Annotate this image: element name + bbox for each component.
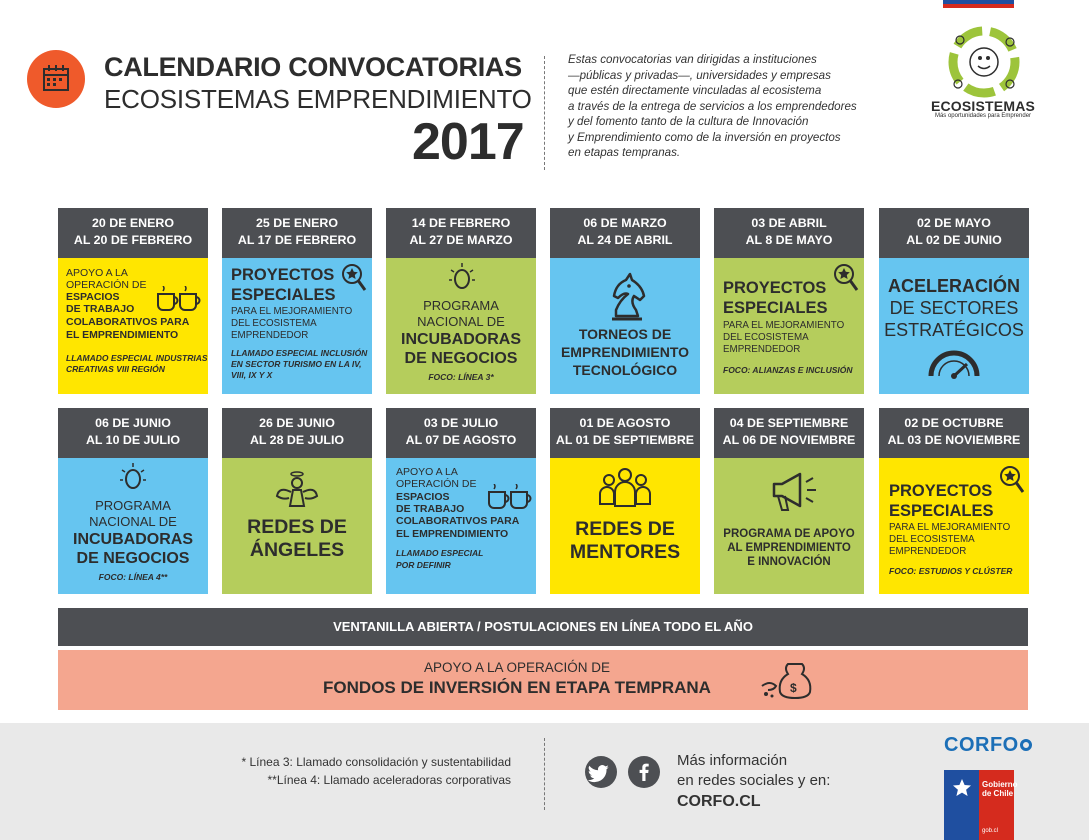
chess-knight-icon	[602, 268, 648, 322]
page-title: CALENDARIO CONVOCATORIAS	[104, 52, 522, 82]
call-body: REDES DE ÁNGELES	[222, 458, 372, 594]
call-body: PROGRAMA NACIONAL DE INCUBADORAS DE NEGOCIOS FOCO: LÍNEA 4**	[58, 458, 208, 594]
call-card-incubadoras-1	[386, 208, 536, 394]
magnifier-star-icon	[340, 262, 368, 294]
call-card-proyectos-especiales-1	[222, 208, 372, 394]
call-card-torneos	[550, 208, 700, 394]
more-info-line2: en redes sociales y en:	[677, 772, 831, 789]
speedometer-icon	[927, 344, 981, 380]
ventanilla-abierta-bar: VENTANILLA ABIERTA / POSTULACIONES EN LÍNEA TODO EL AÑO	[58, 608, 1028, 646]
corfo-site-link[interactable]: CORFO.CL	[677, 793, 761, 810]
twitter-icon[interactable]	[585, 756, 617, 788]
svg-text:$: $	[790, 681, 797, 695]
call-date: 06 DE JUNIO AL 10 DE JULIO	[58, 408, 208, 458]
call-date: 02 DE OCTUBRE AL 03 DE NOVIEMBRE	[879, 408, 1029, 458]
call-card-redes-mentores	[550, 408, 700, 594]
call-card-proyectos-especiales-3	[879, 408, 1029, 594]
ecosistemas-logo-tagline: Más oportunidades para Emprender	[934, 113, 1032, 119]
call-date: 03 DE ABRIL AL 8 DE MAYO	[714, 208, 864, 258]
call-date: 02 DE MAYO AL 02 DE JUNIO	[879, 208, 1029, 258]
gobierno-de-chile-logo: Gobierno de Chile gob.cl	[944, 770, 1014, 840]
call-body: PROGRAMA NACIONAL DE INCUBADORAS DE NEGOCIOS FOCO: LÍNEA 3*	[386, 258, 536, 394]
header-divider	[544, 56, 545, 170]
call-body: ACELERACIÓN DE SECTORES ESTRATÉGICOS	[879, 258, 1029, 394]
more-info-line1: Más información	[677, 752, 788, 769]
page-subtitle: ECOSISTEMAS EMPRENDIMIENTO	[104, 84, 532, 114]
call-date: 01 DE AGOSTO AL 01 DE SEPTIEMBRE	[550, 408, 700, 458]
egg-icon	[119, 462, 147, 492]
megaphone-icon	[766, 468, 820, 516]
call-date: 14 DE FEBRERO AL 27 DE MARZO	[386, 208, 536, 258]
corfo-logo: CORFO	[944, 734, 1032, 757]
facebook-icon[interactable]	[628, 756, 660, 788]
group-people-icon	[595, 466, 655, 510]
coffee-cups-icon	[486, 484, 534, 512]
call-body: PROYECTOS ESPECIALES PARA EL MEJORAMIENTO DEL ECOSISTEMA EMPRENDEDOR FOCO: ESTUDIOS Y CLÚSTER	[879, 458, 1029, 594]
fondos-line2: FONDOS DE INVERSIÓN EN ETAPA TEMPRANA	[323, 678, 711, 697]
call-date: 20 DE ENERO AL 20 DE FEBRERO	[58, 208, 208, 258]
call-body: PROGRAMA DE APOYO AL EMPRENDIMIENTO E INNOVACIÓN	[714, 458, 864, 594]
call-card-redes-angeles	[222, 408, 372, 594]
calendar-icon	[27, 50, 85, 108]
angel-icon	[274, 470, 320, 510]
call-card-proyectos-especiales-2	[714, 208, 864, 394]
call-date: 06 DE MARZO AL 24 DE ABRIL	[550, 208, 700, 258]
call-card-espacios-trabajo-2	[386, 408, 536, 594]
call-date: 03 DE JULIO AL 07 DE AGOSTO	[386, 408, 536, 458]
call-body: APOYO A LA OPERACIÓN DE ESPACIOS DE TRABAJO COLABORATIVOS PARA EL EMPRENDIMIENTO LLAMADO ESPECIAL POR DEFINIR	[386, 458, 536, 594]
magnifier-star-icon	[832, 262, 860, 294]
call-date: 26 DE JUNIO AL 28 DE JULIO	[222, 408, 372, 458]
year-label: 2017	[412, 113, 524, 171]
call-body: REDES DE MENTORES	[550, 458, 700, 594]
coffee-cups-icon	[155, 286, 203, 314]
star-icon	[952, 778, 972, 798]
ecosistemas-logo-name: ECOSISTEMAS	[930, 98, 1036, 114]
call-date: 25 DE ENERO AL 17 DE FEBRERO	[222, 208, 372, 258]
call-card-programa-apoyo	[714, 408, 864, 594]
call-date: 04 DE SEPTIEMBRE AL 06 DE NOVIEMBRE	[714, 408, 864, 458]
call-card-incubadoras-2	[58, 408, 208, 594]
footer-divider	[544, 738, 545, 810]
intro-text: Estas convocatorias van dirigidas a instituciones —públicas y privadas—, universidades y empresas que estén directamente vinculadas al ecosistema a través de la entrega de servicios a los emprendedores y del fomento tanto de la cultura de Innovación y Emprendimiento como de la inversión en proyectos en etapas tempranas.	[568, 53, 857, 159]
call-body: TORNEOS DE EMPRENDIMIENTO TECNOLÓGICO	[550, 258, 700, 394]
magnifier-star-icon	[998, 464, 1026, 496]
egg-icon	[448, 262, 476, 292]
call-card-aceleracion	[879, 208, 1029, 394]
footnote-linea3: * Línea 3: Llamado consolidación y sustentabilidad	[241, 755, 511, 769]
fondos-line1: APOYO A LA OPERACIÓN DE	[423, 660, 611, 675]
call-body: PROYECTOS ESPECIALES PARA EL MEJORAMIENTO DEL ECOSISTEMA EMPRENDEDOR FOCO: ALIANZAS E INCLUSIÓN	[714, 258, 864, 394]
top-flag-stripe	[943, 0, 1014, 8]
fondos-inversion-bar	[58, 650, 1028, 710]
money-bag-icon	[760, 660, 820, 700]
call-card-espacios-trabajo-1	[58, 208, 208, 394]
call-body: PROYECTOS ESPECIALES PARA EL MEJORAMIENTO DEL ECOSISTEMA EMPRENDEDOR LLAMADO ESPECIAL INCLUSIÓN EN SECTOR TURISMO EN LA IV, VIII, IX Y X	[222, 258, 372, 394]
footnote-linea4: **Línea 4: Llamado aceleradoras corporativas	[267, 773, 511, 787]
call-body: APOYO A LA OPERACIÓN DE ESPACIOS DE TRABAJO COLABORATIVOS PARA EL EMPRENDIMIENTO LLAMADO ESPECIAL INDUSTRIAS CREATIVAS VIII REGIÓN	[58, 258, 208, 394]
